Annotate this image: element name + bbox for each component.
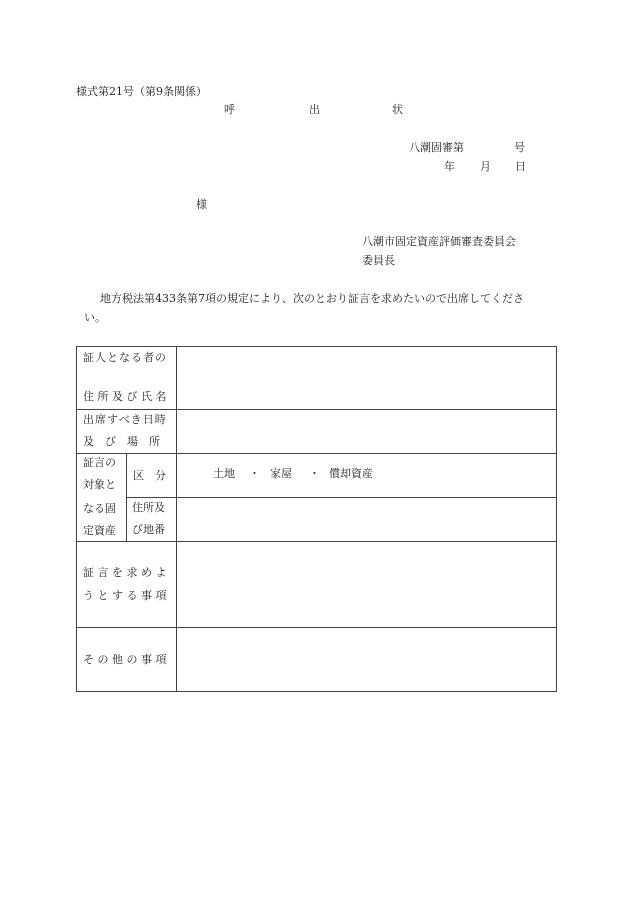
title-char-3: 状 <box>392 103 403 116</box>
attendance-label-line2: 及 び 場 所 <box>83 435 160 448</box>
witness-value-cell[interactable] <box>177 347 557 410</box>
address-label-cell <box>127 498 177 542</box>
address-value-cell[interactable] <box>177 498 557 542</box>
matters-value-cell[interactable] <box>177 542 557 628</box>
issuer-committee: 八潮市固定資産評価審査委員会 <box>362 235 516 248</box>
matters-row <box>77 542 557 628</box>
date-year: 年 <box>444 160 455 173</box>
target-label-cell <box>77 454 127 542</box>
address-row <box>77 498 557 542</box>
matters-label-line2: う と す る 事 項 <box>83 589 167 602</box>
category-separator-2: ・ <box>309 467 320 480</box>
other-value-cell[interactable] <box>177 628 557 692</box>
date-month: 月 <box>480 160 491 173</box>
category-row <box>77 454 557 498</box>
target-label-line2: 対象と <box>83 477 116 491</box>
other-row <box>77 628 557 692</box>
matters-label-cell <box>77 542 177 628</box>
address-label-line1: 住所及 <box>132 501 165 514</box>
other-label: そ の 他 の 事 項 <box>83 653 167 666</box>
category-value-cell <box>177 454 557 498</box>
body-text-line2: い。 <box>84 311 106 324</box>
addressee-suffix: 様 <box>196 198 207 211</box>
title-char-2: 出 <box>309 103 320 116</box>
title-char-1: 呼 <box>224 103 235 116</box>
reference-prefix: 八潮固審第 <box>409 141 464 154</box>
date-day: 日 <box>515 160 526 173</box>
witness-label-line2: 住 所 及 び 氏 名 <box>83 390 167 403</box>
attendance-value-cell[interactable] <box>177 410 557 454</box>
category-separator-1: ・ <box>249 467 260 480</box>
target-label-line3: なる固 <box>83 501 116 515</box>
target-label-line1: 証言の <box>83 455 116 469</box>
other-label-cell <box>77 628 177 692</box>
attendance-row <box>77 410 557 454</box>
witness-label-line1: 証人となる者の <box>83 351 167 364</box>
witness-row <box>77 347 557 410</box>
category-label: 区 分 <box>133 468 166 482</box>
issuer-chair: 委員長 <box>362 254 395 267</box>
target-label-line4: 定資産 <box>83 523 116 537</box>
witness-form-table <box>76 346 557 692</box>
category-house[interactable]: 家屋 <box>270 467 292 480</box>
witness-label-cell <box>77 347 177 410</box>
matters-label-line1: 証 言 を 求 め よ <box>83 566 167 579</box>
category-depreciable-assets[interactable]: 償却資産 <box>329 467 373 480</box>
form-number: 様式第21号（第9条関係） <box>76 85 207 98</box>
attendance-label-cell <box>77 410 177 454</box>
body-text-line1: 地方税法第433条第7項の規定により、次のとおり証言を求めたいので出席してくださ <box>100 292 524 305</box>
attendance-label-line1: 出席すべき日時 <box>83 413 167 426</box>
reference-suffix: 号 <box>514 141 525 154</box>
category-land[interactable]: 土地 <box>213 467 235 480</box>
address-label-line2: び地番 <box>132 523 165 536</box>
category-label-cell <box>127 454 177 498</box>
